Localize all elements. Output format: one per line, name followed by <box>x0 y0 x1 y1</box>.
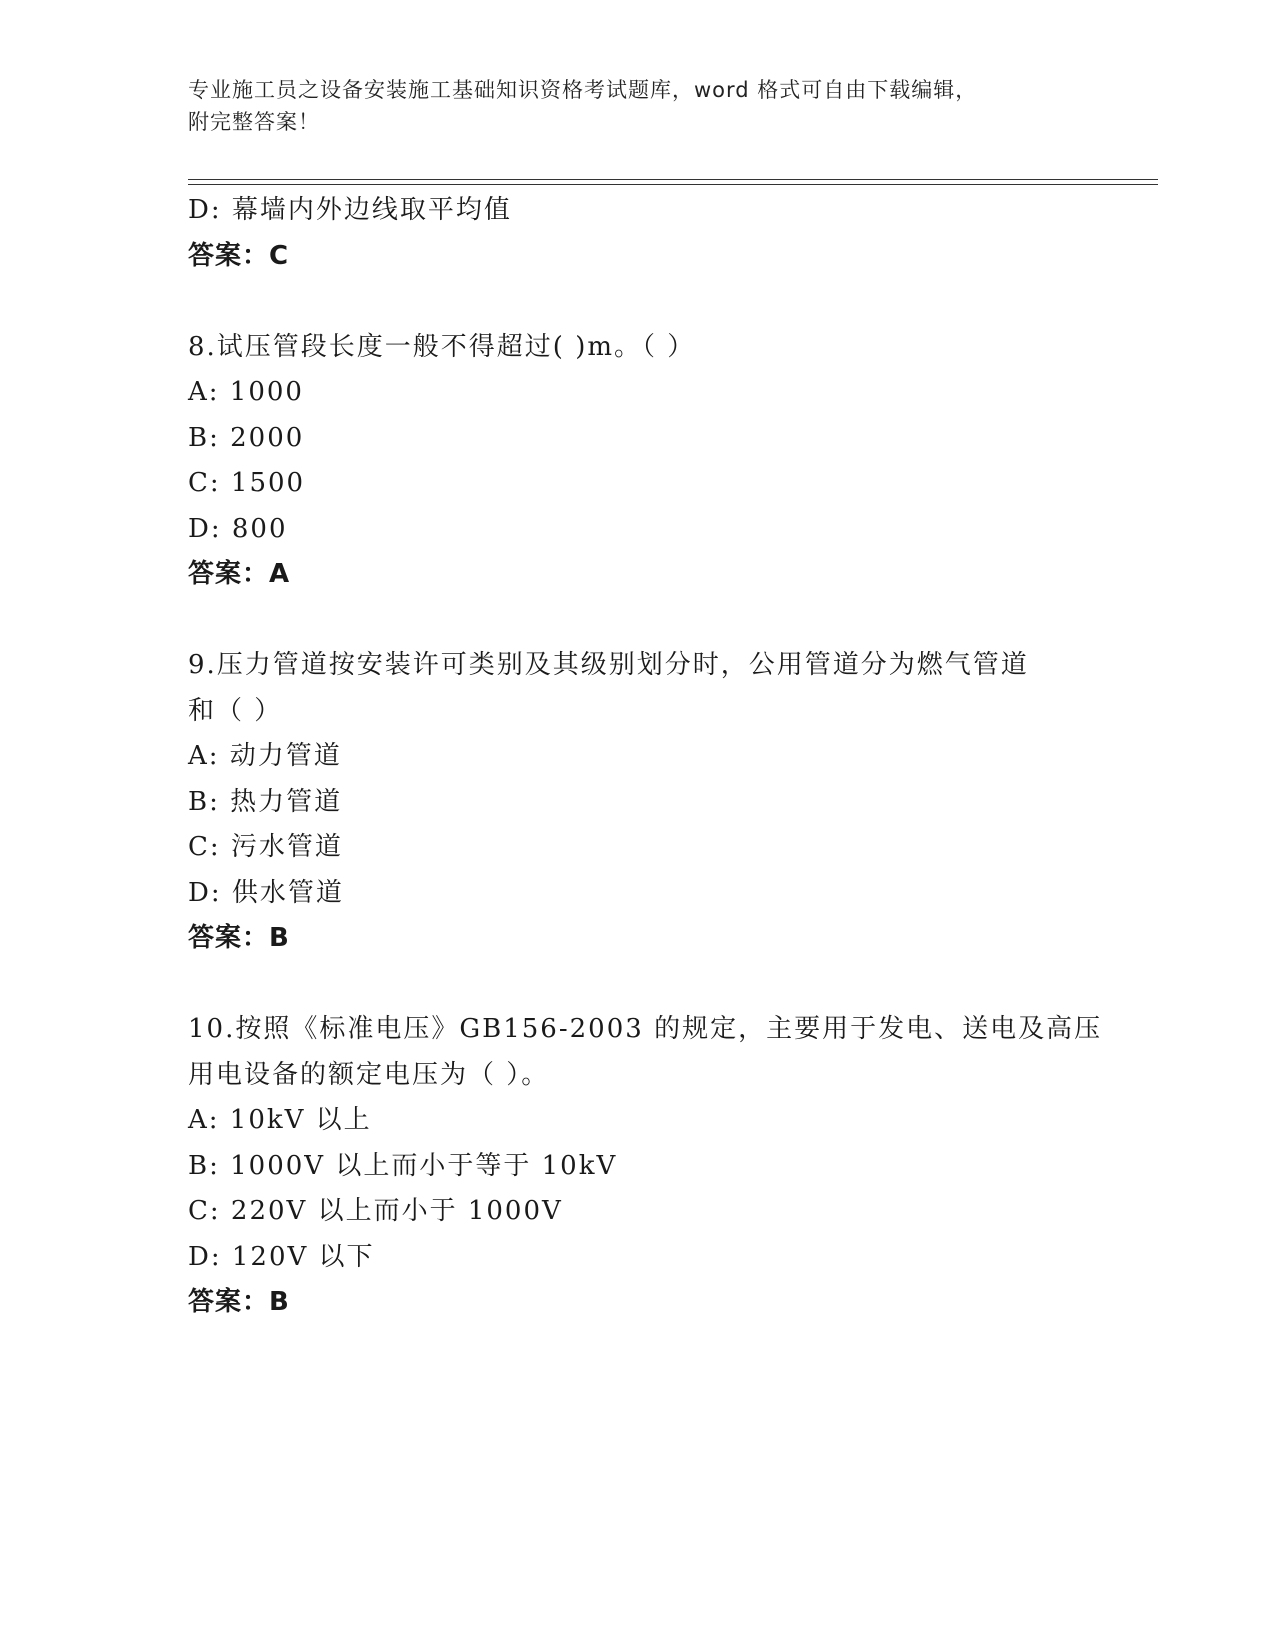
question-stem: 8.试压管段长度一般不得超过( )m。（ ） <box>188 331 696 362</box>
spacer <box>188 962 1088 1008</box>
option-a: A: 10kV 以上 <box>188 1105 372 1135</box>
header-divider-top <box>188 179 1158 180</box>
option-b: B: 1000V 以上而小于等于 10kV <box>188 1150 618 1181</box>
carry-over-answer: 答案：C <box>188 240 290 271</box>
option-d: D: 800 <box>188 513 288 544</box>
answer-label: 答案：A <box>188 559 291 589</box>
spacer <box>188 598 1088 644</box>
question-list <box>188 188 1103 1326</box>
option-a: A: 1000 <box>188 377 304 407</box>
answer-label: 答案：B <box>188 923 290 953</box>
option-d: D: 120V 以下 <box>188 1241 375 1272</box>
header-line-2: 附完整答案！ <box>188 110 320 134</box>
header-line-1: 专业施工员之设备安装施工基础知识资格考试题库，word 格式可自由下载编辑， <box>188 78 978 102</box>
spacer <box>188 279 1088 325</box>
question-stem-line-2: 和（ ） <box>188 695 283 726</box>
option-b: B: 热力管道 <box>188 786 343 817</box>
question-8 <box>188 325 1088 598</box>
question-stem-line-2: 用电设备的额定电压为（ ）。 <box>188 1059 550 1090</box>
question-stem-line-1: 9.压力管道按安装许可类别及其级别划分时，公用管道分为燃气管道 <box>188 650 1029 680</box>
question-10 <box>188 1007 1103 1326</box>
option-c: C: 污水管道 <box>188 832 343 862</box>
question-9 <box>188 643 1088 962</box>
document-header <box>188 74 1088 138</box>
option-c: C: 220V 以上而小于 1000V <box>188 1196 563 1226</box>
option-a: A: 动力管道 <box>188 741 342 771</box>
question-stem-line-1: 10.按照《标准电压》GB156-2003 的规定，主要用于发电、送电及高压 <box>188 1014 1103 1044</box>
header-divider-bottom <box>188 184 1158 185</box>
answer-label: 答案：B <box>188 1287 290 1317</box>
option-c: C: 1500 <box>188 468 306 498</box>
option-d: D: 供水管道 <box>188 877 344 908</box>
option-b: B: 2000 <box>188 422 305 453</box>
carry-over-option-d: D: 幕墙内外边线取平均值 <box>188 195 512 225</box>
